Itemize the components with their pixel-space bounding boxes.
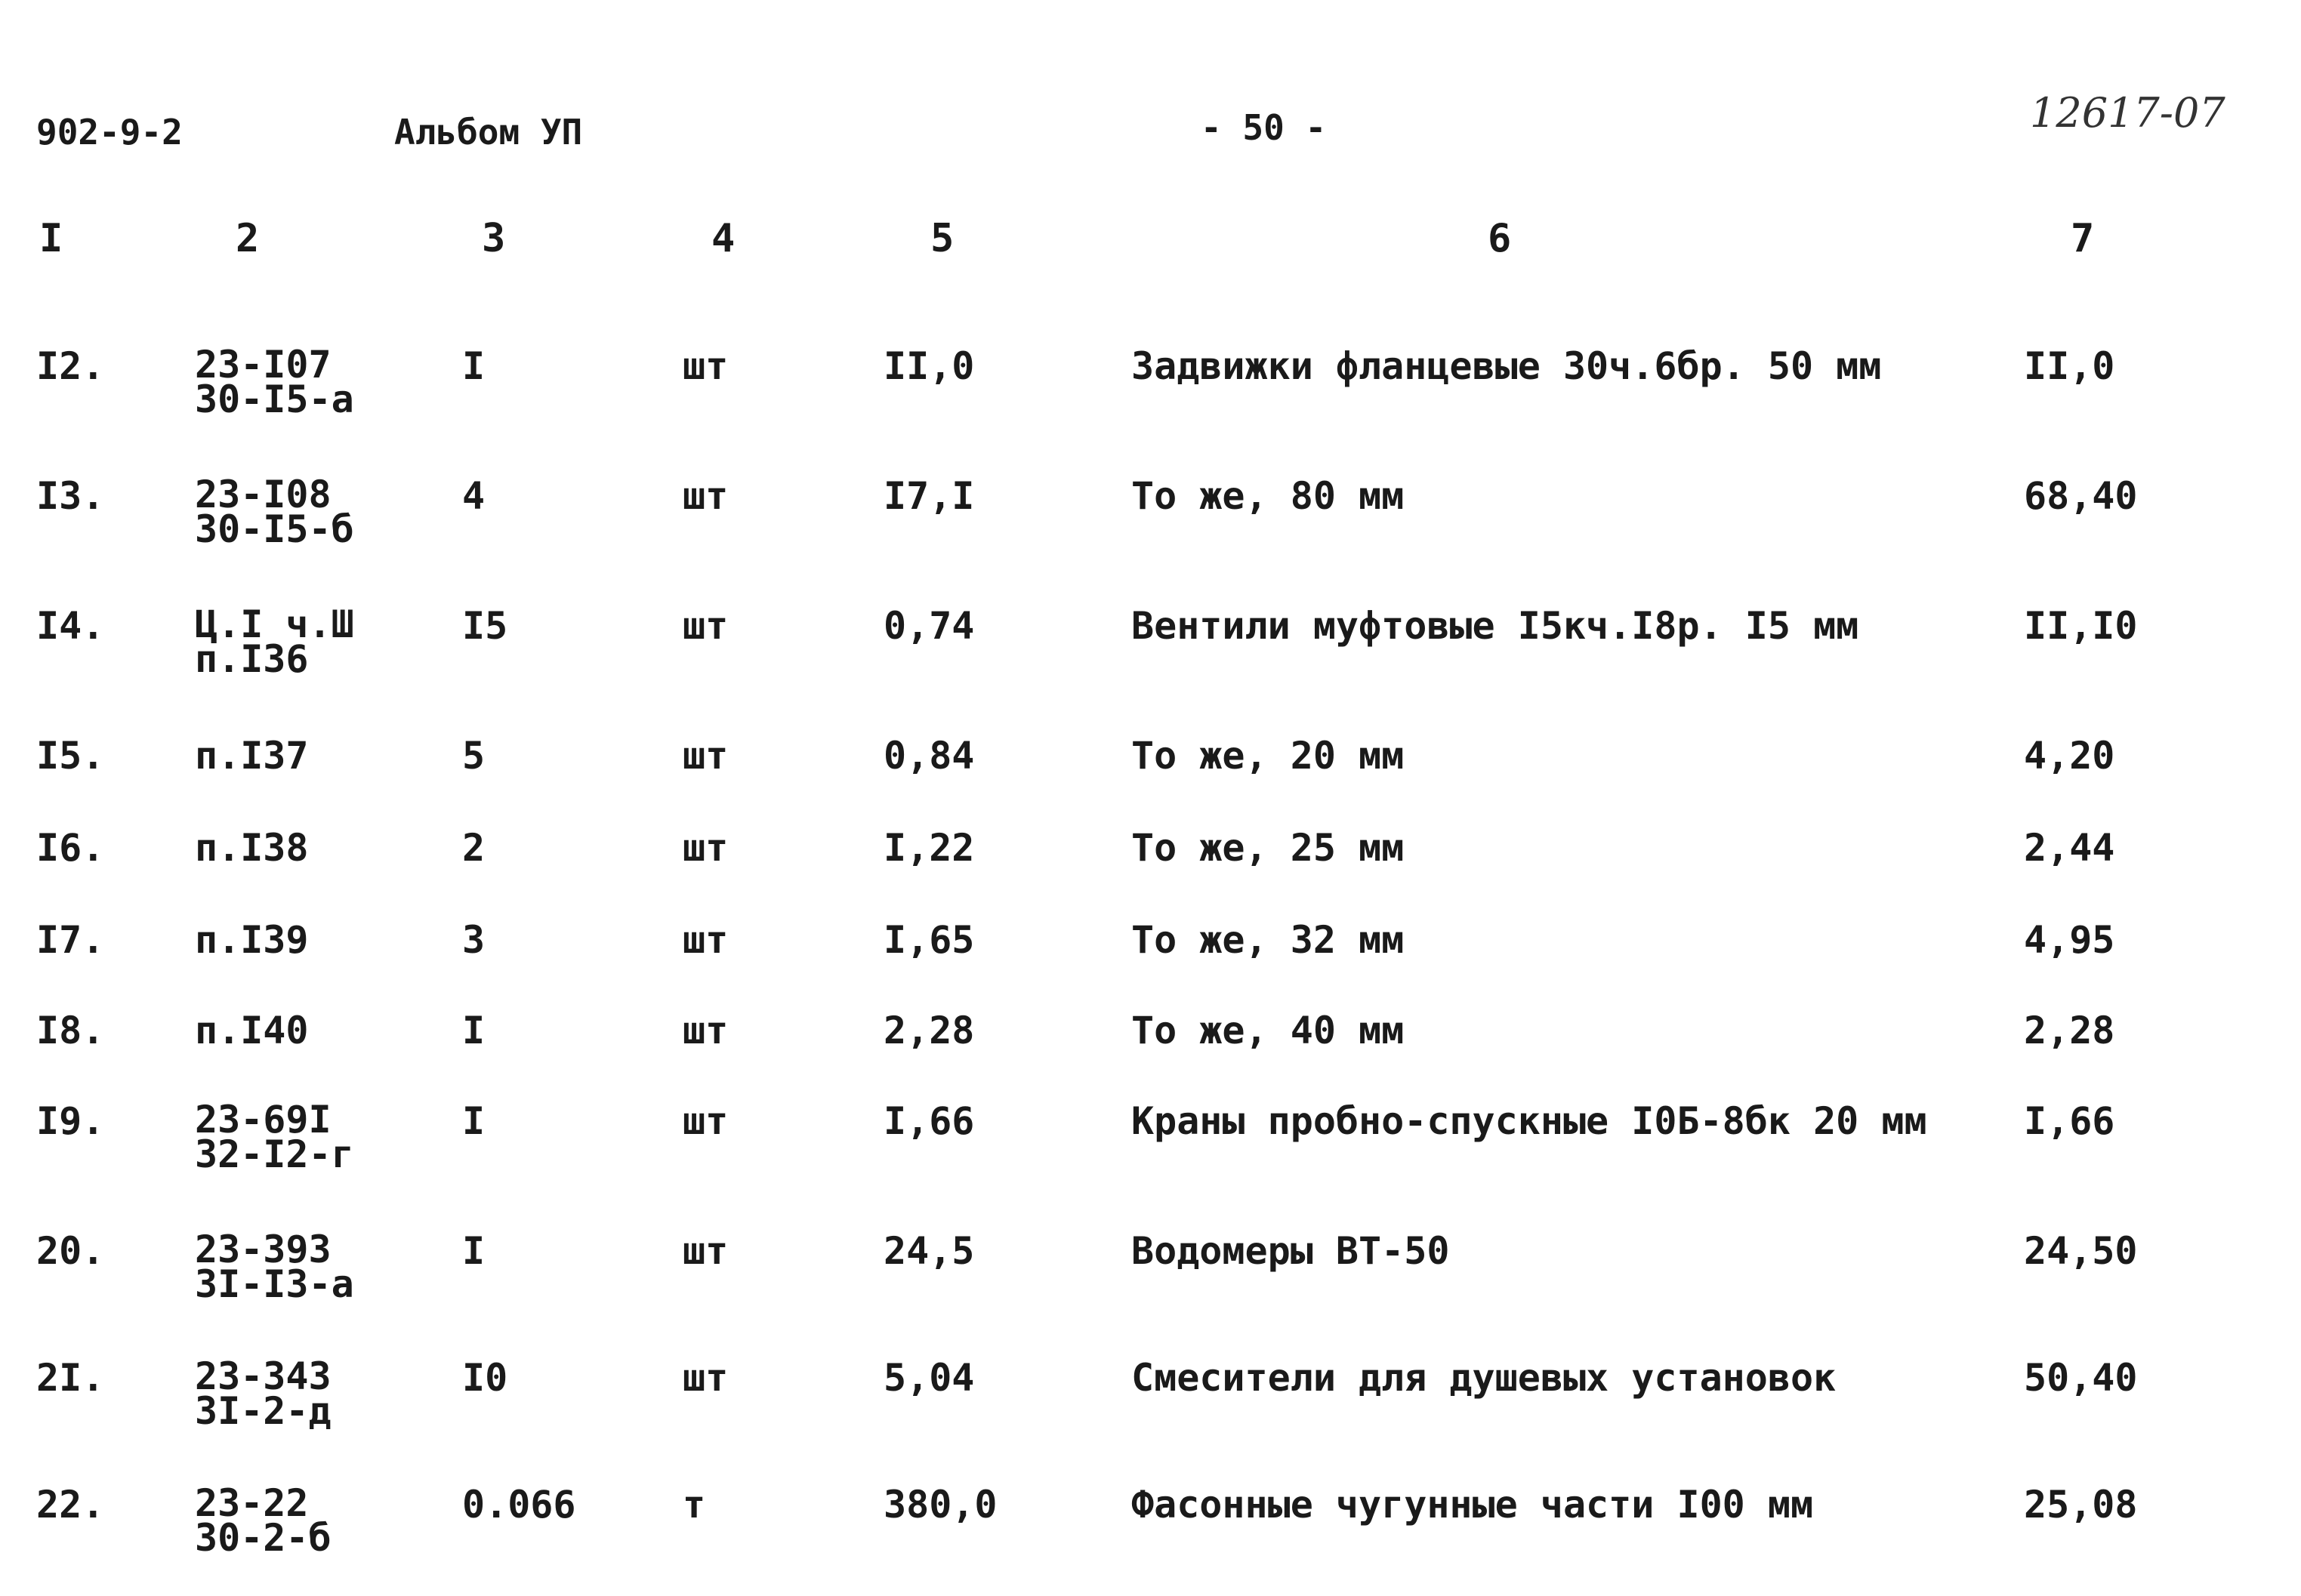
quantity-cell: 2	[462, 826, 486, 870]
code-cell	[195, 1481, 332, 1560]
price-cell: I7,I	[884, 474, 975, 518]
column-number: 7	[2071, 216, 2095, 261]
row-number: I8.	[36, 1009, 105, 1052]
code-cell	[195, 602, 354, 681]
total-cell: 25,08	[2024, 1483, 2138, 1527]
code-line: 23-22	[195, 1481, 309, 1525]
price-cell: 24,5	[884, 1229, 975, 1273]
row-number: I7.	[36, 918, 105, 962]
code-line: 30-I5-а	[195, 377, 354, 421]
code-line: 23-69I	[195, 1098, 332, 1142]
column-number: I	[39, 216, 63, 261]
price-cell: 0,84	[884, 734, 975, 778]
unit-cell: шт	[683, 1356, 729, 1400]
row-number: I6.	[36, 826, 105, 870]
price-cell: 5,04	[884, 1356, 975, 1400]
total-cell: 2,28	[2024, 1009, 2115, 1052]
description-cell: То же, 25 мм	[1131, 826, 1405, 870]
total-cell: I,66	[2024, 1099, 2115, 1143]
row-number: 22.	[36, 1483, 105, 1527]
price-cell: II,0	[884, 344, 975, 388]
quantity-cell: 3	[462, 918, 486, 962]
quantity-cell: I0	[462, 1356, 508, 1400]
page-number: - 50 -	[1201, 107, 1327, 148]
doc-code: 902-9-2	[36, 112, 183, 153]
quantity-cell: I5	[462, 604, 508, 648]
code-line: 3I-2-д	[195, 1389, 332, 1433]
code-line: 23-343	[195, 1354, 332, 1398]
quantity-cell: I	[462, 1099, 486, 1143]
row-number: I3.	[36, 474, 105, 518]
quantity-cell: I	[462, 1009, 486, 1052]
price-cell: I,65	[884, 918, 975, 962]
code-cell: п.I40	[195, 1009, 309, 1052]
handwritten-stamp: 12617-07	[2030, 89, 2225, 137]
quantity-cell: I	[462, 344, 486, 388]
code-cell	[195, 343, 354, 421]
code-cell	[195, 473, 354, 551]
code-line: п.I36	[195, 637, 309, 681]
unit-cell: шт	[683, 1229, 729, 1273]
description-cell: Смесители для душевых установок	[1131, 1356, 1837, 1400]
code-cell: п.I37	[195, 734, 309, 778]
unit-cell: шт	[683, 344, 729, 388]
code-cell: п.I38	[195, 826, 309, 870]
quantity-cell: 4	[462, 474, 486, 518]
row-number: 20.	[36, 1229, 105, 1273]
description-cell: То же, 32 мм	[1131, 918, 1405, 962]
unit-cell: шт	[683, 474, 729, 518]
code-line: 30-I5-б	[195, 507, 354, 551]
total-cell: 68,40	[2024, 474, 2138, 518]
total-cell: II,0	[2024, 344, 2115, 388]
column-number: 6	[1488, 216, 1512, 261]
total-cell: 24,50	[2024, 1229, 2138, 1273]
description-cell: То же, 20 мм	[1131, 734, 1405, 778]
description-cell: То же, 40 мм	[1131, 1009, 1405, 1052]
code-line: Ц.I ч.Ш	[195, 602, 354, 646]
quantity-cell: 0.066	[462, 1483, 576, 1527]
quantity-cell: I	[462, 1229, 486, 1273]
code-line: 23-393	[195, 1228, 332, 1271]
description-cell: Задвижки фланцевые 30ч.6бр. 50 мм	[1131, 344, 1882, 388]
code-cell	[195, 1098, 354, 1176]
description-cell: Фасонные чугунные части I00 мм	[1131, 1483, 1814, 1527]
description-cell: Вентили муфтовые I5кч.I8р. I5 мм	[1131, 604, 1859, 648]
row-number: I9.	[36, 1099, 105, 1143]
code-line: 3I-I3-а	[195, 1262, 354, 1306]
column-number: 4	[711, 216, 736, 261]
unit-cell: шт	[683, 1009, 729, 1052]
code-cell	[195, 1354, 332, 1433]
price-cell: 2,28	[884, 1009, 975, 1052]
code-cell	[195, 1228, 354, 1306]
row-number: I5.	[36, 734, 105, 778]
code-line: 30-2-б	[195, 1516, 332, 1560]
album-label: Альбом УП	[394, 112, 583, 153]
price-cell: I,22	[884, 826, 975, 870]
column-number: 5	[930, 216, 955, 261]
unit-cell: шт	[683, 918, 729, 962]
price-cell: 380,0	[884, 1483, 998, 1527]
total-cell: 2,44	[2024, 826, 2115, 870]
row-number: I2.	[36, 344, 105, 388]
code-cell: п.I39	[195, 918, 309, 962]
code-line: 32-I2-г	[195, 1132, 354, 1176]
description-cell: Краны пробно-спускные I0Б-8бк 20 мм	[1131, 1099, 1927, 1143]
total-cell: 50,40	[2024, 1356, 2138, 1400]
description-cell: То же, 80 мм	[1131, 474, 1405, 518]
total-cell: 4,20	[2024, 734, 2115, 778]
quantity-cell: 5	[462, 734, 486, 778]
price-cell: I,66	[884, 1099, 975, 1143]
row-number: I4.	[36, 604, 105, 648]
code-line: 23-I08	[195, 473, 332, 516]
price-cell: 0,74	[884, 604, 975, 648]
unit-cell: шт	[683, 1099, 729, 1143]
unit-cell: шт	[683, 826, 729, 870]
total-cell: II,I0	[2024, 604, 2138, 648]
unit-cell: шт	[683, 604, 729, 648]
column-number: 3	[482, 216, 506, 261]
row-number: 2I.	[36, 1356, 105, 1400]
unit-cell: т	[683, 1483, 706, 1527]
code-line: 23-I07	[195, 343, 332, 387]
description-cell: Водомеры ВТ-50	[1131, 1229, 1450, 1273]
column-number: 2	[236, 216, 260, 261]
total-cell: 4,95	[2024, 918, 2115, 962]
unit-cell: шт	[683, 734, 729, 778]
